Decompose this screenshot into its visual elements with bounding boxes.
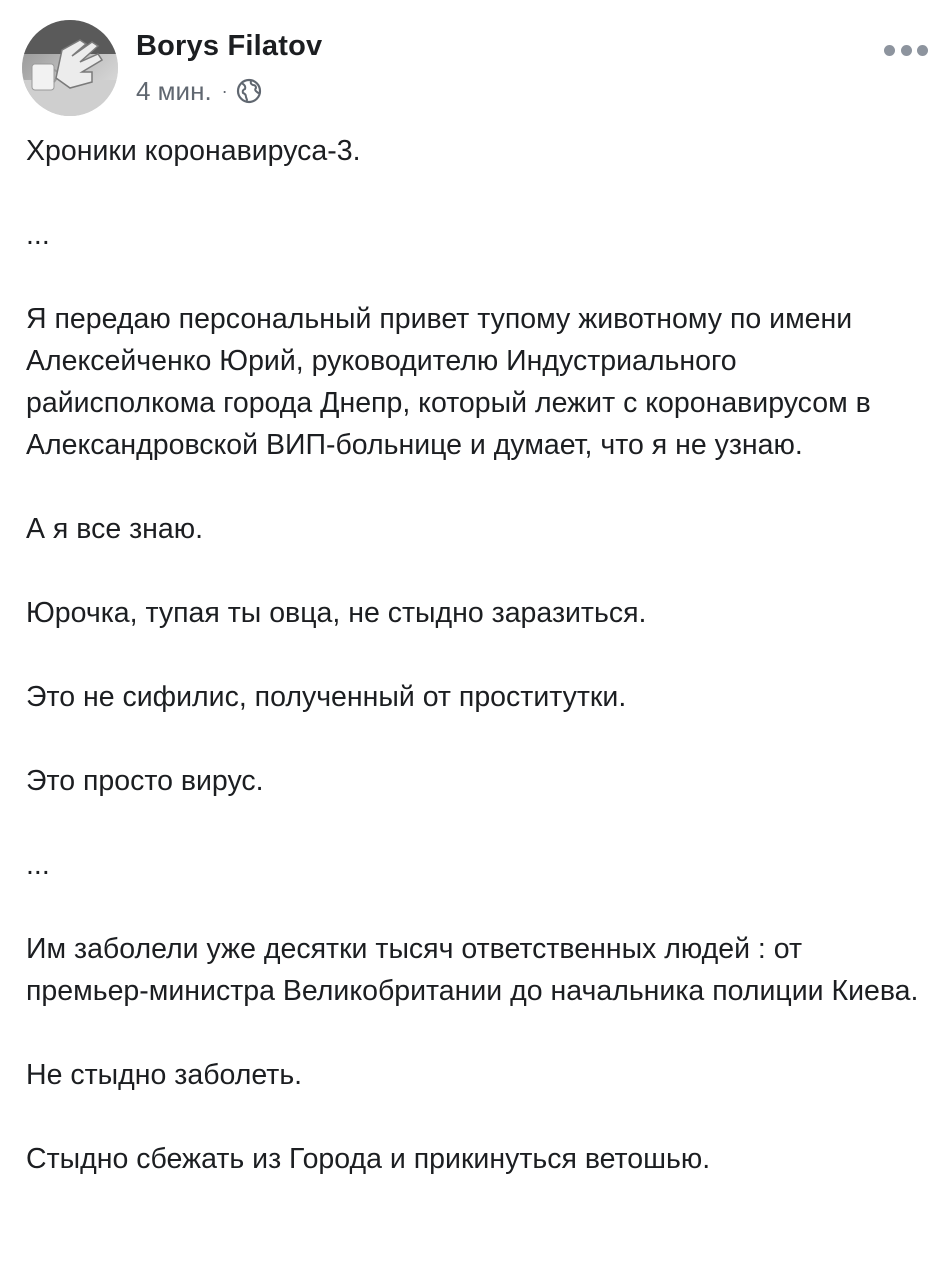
- post-paragraph: ...: [26, 219, 50, 251]
- post-paragraph: ...: [26, 849, 50, 881]
- author-name[interactable]: Borys Filatov: [136, 30, 323, 62]
- post-timestamp[interactable]: 4 мин.: [136, 75, 212, 106]
- avatar[interactable]: [22, 20, 118, 116]
- globe-icon[interactable]: [236, 78, 262, 104]
- post-paragraph: Это просто вирус.: [26, 765, 264, 797]
- post-body: [26, 130, 926, 1222]
- post-paragraph: Стыдно сбежать из Города и прикинуться ветошью.: [26, 1143, 711, 1175]
- post-paragraph: А я все знаю.: [26, 513, 204, 545]
- more-dot: [901, 45, 912, 56]
- post-paragraph: Это не сифилис, полученный от проститутки.: [26, 681, 627, 713]
- more-options-icon[interactable]: [884, 40, 928, 60]
- post-meta: [136, 74, 262, 108]
- avatar-photo: [22, 20, 118, 116]
- more-dot: [884, 45, 895, 56]
- post-paragraph: Я передаю персональный привет тупому животному по имени Алексейченко Юрий, руководителю Индустриального райисполкома города Днепр, который лежит с коронавирусом в Александровской ВИП-больнице и думает, что я не узнаю.: [26, 303, 871, 461]
- post-header: [22, 20, 932, 116]
- post-paragraph: Не стыдно заболеть.: [26, 1059, 303, 1091]
- meta-separator: ·: [221, 81, 228, 101]
- post-paragraph: Юрочка, тупая ты овца, не стыдно заразиться.: [26, 597, 647, 629]
- post-paragraph: Хроники коронавируса-3.: [26, 135, 361, 167]
- more-dot: [917, 45, 928, 56]
- post-paragraph: Им заболели уже десятки тысяч ответственных людей : от премьер-министра Великобритании до начальника полиции Киева.: [26, 933, 919, 1007]
